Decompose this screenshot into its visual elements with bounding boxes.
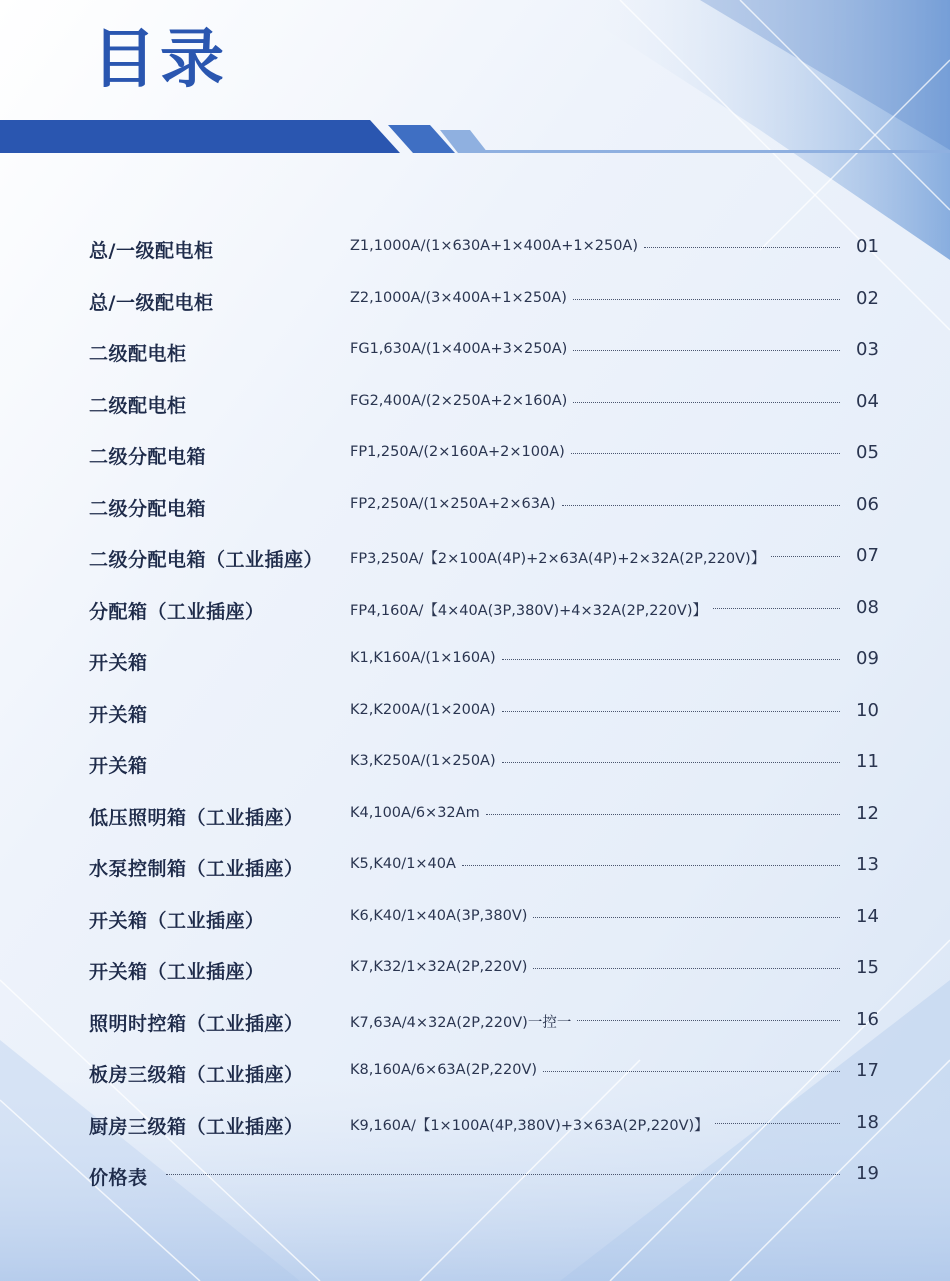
- toc-entry[interactable]: [0, 640, 950, 680]
- toc-entry-title: 分配箱（工业插座）: [89, 600, 265, 623]
- toc-entry[interactable]: [0, 1104, 950, 1144]
- toc-leader-dots: [571, 453, 840, 454]
- toc-leader-dots: [166, 1174, 840, 1175]
- toc-entry[interactable]: [0, 1001, 950, 1041]
- toc-entry[interactable]: [0, 846, 950, 886]
- toc-page-number: 11: [856, 751, 879, 772]
- toc-entry[interactable]: [0, 434, 950, 474]
- toc-entry[interactable]: [0, 383, 950, 423]
- toc-entry-spec: K7,K32/1×32A(2P,220V): [350, 959, 528, 975]
- toc-entry-spec: K9,160A/【1×100A(4P,380V)+3×63A(2P,220V)】: [350, 1117, 709, 1134]
- toc-entry-spec: K4,100A/6×32Am: [350, 804, 480, 821]
- toc-entry[interactable]: [0, 589, 950, 629]
- toc-entry-spec: K3,K250A/(1×250A): [350, 753, 496, 769]
- toc-entry-spec: FP4,160A/【4×40A(3P,380V)+4×32A(2P,220V)】: [350, 602, 708, 619]
- toc-leader-dots: [644, 247, 840, 248]
- toc-entry[interactable]: [0, 1155, 950, 1195]
- toc-page-number: 03: [856, 339, 879, 360]
- toc-entry-title: 照明时控箱（工业插座）: [89, 1012, 304, 1035]
- toc-page-number: 02: [856, 287, 879, 309]
- toc-entry-title: 厨房三级箱（工业插座）: [89, 1115, 304, 1138]
- toc-entry-spec: Z1,1000A/(1×630A+1×400A+1×250A): [350, 238, 638, 254]
- toc-entry-spec: K1,K160A/(1×160A): [350, 650, 496, 666]
- toc-leader-dots: [502, 659, 840, 660]
- toc-leader-dots: [562, 505, 840, 506]
- toc-entry-title: 二级配电柜: [89, 343, 187, 365]
- toc-page-number: 06: [856, 493, 879, 515]
- toc-entry-title: 价格表: [89, 1167, 148, 1189]
- toc-entry-title: 开关箱: [89, 652, 148, 674]
- toc-entry-title: 开关箱（工业插座）: [89, 961, 265, 983]
- toc-entry[interactable]: [0, 537, 950, 577]
- toc-entry-title: 二级配电柜: [89, 394, 187, 417]
- toc-entry[interactable]: [0, 949, 950, 989]
- toc-entry-title: 二级分配电箱（工业插座）: [89, 549, 324, 571]
- toc-entry-title: 低压照明箱（工业插座）: [89, 806, 304, 829]
- toc-page-number: 08: [856, 596, 879, 618]
- toc-entry-title: 二级分配电箱: [89, 446, 207, 468]
- toc-page-number: 13: [856, 854, 879, 875]
- toc-entry-title: 水泵控制箱（工业插座）: [89, 858, 304, 880]
- toc-entry-title: 总/一级配电柜: [89, 291, 214, 314]
- toc-entry-title: 二级分配电箱: [89, 497, 207, 520]
- toc-entry-spec: Z2,1000A/(3×400A+1×250A): [350, 289, 567, 306]
- toc-leader-dots: [573, 299, 840, 300]
- toc-entry[interactable]: [0, 692, 950, 732]
- toc-page-number: 14: [856, 905, 879, 927]
- toc-entry-spec: FG2,400A/(2×250A+2×160A): [350, 392, 568, 409]
- toc-entry-title: 开关箱（工业插座）: [89, 909, 265, 932]
- toc-entry-title: 板房三级箱（工业插座）: [89, 1064, 304, 1086]
- toc-entry-spec: FP3,250A/【2×100A(4P)+2×63A(4P)+2×32A(2P,220V)】: [350, 551, 766, 567]
- toc-leader-dots: [533, 917, 840, 918]
- toc-entry[interactable]: [0, 1052, 950, 1092]
- toc-entry-title: 开关箱: [89, 703, 148, 726]
- toc-page-number: 09: [856, 648, 879, 669]
- header-band: [0, 110, 950, 170]
- toc-entry-spec: FG1,630A/(1×400A+3×250A): [350, 341, 568, 357]
- toc-leader-dots: [771, 556, 840, 557]
- toc-page-number: 10: [856, 699, 879, 721]
- toc-leader-dots: [713, 608, 840, 609]
- toc-entry[interactable]: [0, 486, 950, 526]
- toc-page-number: 05: [856, 442, 879, 463]
- toc-entry-spec: FP1,250A/(2×160A+2×100A): [350, 444, 565, 460]
- toc-page-number: 15: [856, 957, 879, 978]
- toc-entry-spec: K8,160A/6×63A(2P,220V): [350, 1062, 538, 1078]
- toc-entry-spec: K6,K40/1×40A(3P,380V): [350, 907, 528, 924]
- toc-leader-dots: [502, 762, 840, 763]
- toc-leader-dots: [573, 402, 840, 403]
- toc-entry[interactable]: [0, 743, 950, 783]
- toc-page-number: 04: [856, 390, 879, 412]
- toc-page-number: 18: [856, 1111, 879, 1133]
- toc-entry[interactable]: [0, 898, 950, 938]
- toc-page-number: 12: [856, 802, 879, 824]
- toc-leader-dots: [486, 814, 840, 815]
- toc-leader-dots: [573, 350, 840, 351]
- toc-page-number: 16: [856, 1008, 879, 1030]
- toc-leader-dots: [715, 1123, 840, 1124]
- toc-leader-dots: [577, 1020, 840, 1021]
- toc-entry[interactable]: [0, 795, 950, 835]
- toc-entry[interactable]: [0, 228, 950, 268]
- toc-page-number: 17: [856, 1060, 879, 1081]
- toc-leader-dots: [462, 865, 840, 866]
- toc-entry-spec: K7,63A/4×32A(2P,220V)一控一: [350, 1014, 572, 1031]
- toc-entry-title: 总/一级配电柜: [89, 240, 214, 262]
- toc-entry-title: 开关箱: [89, 755, 148, 777]
- toc-entry[interactable]: [0, 331, 950, 371]
- toc-leader-dots: [543, 1071, 840, 1072]
- toc-page-number: 19: [856, 1163, 879, 1184]
- toc-entry-spec: K2,K200A/(1×200A): [350, 701, 496, 718]
- toc-leader-dots: [502, 711, 840, 712]
- page-title: 目录: [92, 23, 228, 97]
- toc-page-number: 07: [856, 545, 879, 566]
- toc-entry[interactable]: [0, 280, 950, 320]
- toc-page-number: 01: [856, 236, 879, 257]
- toc-entry-spec: FP2,250A/(1×250A+2×63A): [350, 495, 556, 512]
- toc-entry-spec: K5,K40/1×40A: [350, 856, 456, 872]
- toc-leader-dots: [533, 968, 840, 969]
